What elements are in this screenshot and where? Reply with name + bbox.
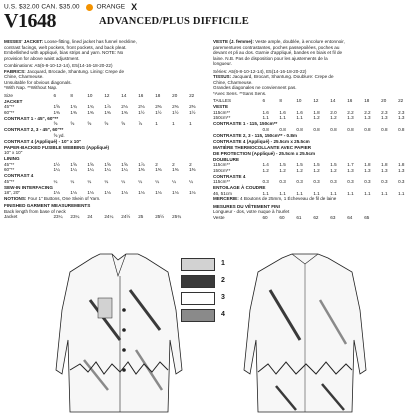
row-value: 1.2 bbox=[330, 115, 337, 120]
yardage-row bbox=[213, 127, 415, 133]
color-code-swatch bbox=[86, 4, 93, 11]
row-value: 0.8 bbox=[364, 126, 371, 132]
row-value: 0.8 bbox=[296, 126, 303, 132]
row-value: 1⅜ bbox=[138, 167, 145, 172]
row-value: 0.3 bbox=[279, 179, 286, 184]
row-value: 0.3 bbox=[364, 179, 371, 184]
row-value: 1⅛ bbox=[172, 190, 179, 195]
row-value: 1.5 bbox=[279, 162, 286, 167]
row-value: 1.2 bbox=[296, 167, 303, 173]
row-value: 1½ bbox=[155, 109, 162, 115]
yardage-row bbox=[213, 179, 415, 185]
description-bold: MISSES' JACKET: bbox=[4, 39, 44, 44]
row-value: ⅝ bbox=[53, 121, 58, 126]
pattern-number: V1648 bbox=[4, 10, 56, 32]
row-value: ¼ bbox=[53, 178, 58, 184]
row-value bbox=[87, 133, 104, 139]
row-value: 1⅛ bbox=[155, 190, 162, 195]
row-value: 1.1 bbox=[279, 115, 286, 120]
description-text: longueur. bbox=[213, 61, 232, 66]
row-value: 0.3 bbox=[296, 179, 303, 184]
row-value: 25¾ bbox=[172, 214, 182, 219]
row-value: 0.3 bbox=[381, 179, 388, 184]
row-value: 16 bbox=[347, 98, 353, 103]
row-value: 14 bbox=[121, 92, 127, 98]
description-bold: NOTIONS: bbox=[4, 195, 27, 201]
row-value: ⅝ bbox=[121, 121, 126, 126]
legend-number: 1 bbox=[221, 260, 225, 267]
row-value: 63 bbox=[330, 214, 336, 220]
row-value: ⅝ bbox=[70, 121, 75, 126]
legend-number: 4 bbox=[221, 311, 225, 318]
row-value: ¼ bbox=[70, 178, 75, 184]
row-label: TAILLES bbox=[213, 98, 232, 103]
row-value: 61 bbox=[296, 214, 302, 220]
color-code-label: ORANGE bbox=[96, 3, 126, 11]
row-value: 1.8 bbox=[313, 109, 320, 115]
row-value bbox=[121, 133, 138, 139]
row-value: 0.8 bbox=[262, 126, 269, 132]
legend-swatch-2 bbox=[181, 275, 215, 288]
section-title: ENTOILAGE À COUDRE bbox=[213, 185, 266, 190]
combinations-line: Combinations: A5(6-8-10-12-14), E5(14-16-18-20-22) bbox=[4, 63, 113, 68]
row-value: 60 bbox=[279, 214, 285, 220]
row-value: 1½ bbox=[172, 109, 179, 115]
finished-measurements-title: FINISHED GARMENT MEASUREMENTS bbox=[4, 203, 91, 208]
row-value: 1¼ bbox=[70, 167, 77, 172]
row-value: 1.1 bbox=[296, 115, 303, 120]
section-title: MATIÈRE THERMOCOLLANTE AVEC PAPIER bbox=[213, 144, 312, 150]
description-text: *With Nap. **Without Nap. bbox=[4, 85, 58, 90]
row-value: 60 bbox=[262, 214, 268, 220]
row-value: 1.3 bbox=[347, 115, 354, 120]
section-title: DOUBLURE bbox=[213, 156, 240, 162]
row-label: Size bbox=[4, 92, 13, 98]
description-text: Unsuitable for obvious diagonals. bbox=[4, 79, 72, 85]
description-text: Chine, Charmeuse. bbox=[213, 79, 253, 85]
row-value: 1.6 bbox=[262, 109, 269, 115]
description-text: Grandes diagonales ne conviennent pas. bbox=[213, 85, 297, 90]
row-value: ⅝ bbox=[87, 121, 92, 126]
row-value bbox=[87, 150, 104, 156]
row-value: 1¾ bbox=[87, 104, 94, 109]
row-value: 20 bbox=[381, 98, 387, 103]
row-label: 115cm** bbox=[213, 162, 231, 167]
row-value: 1.5 bbox=[330, 162, 337, 167]
row-value: 1.3 bbox=[347, 167, 354, 173]
row-value: 1⅜ bbox=[70, 109, 77, 115]
row-value: 1⅝ bbox=[87, 161, 94, 167]
row-value: 1¼ bbox=[87, 167, 94, 172]
row-value: 2 bbox=[155, 161, 158, 167]
finished-measurements-title: MESURES DU VÊTEMENT FINI bbox=[213, 203, 280, 209]
row-value: 0.8 bbox=[398, 126, 405, 132]
row-value: 2⅛ bbox=[138, 104, 145, 109]
section-title: CONTRAST 4 bbox=[4, 173, 34, 178]
row-value: 1.2 bbox=[330, 167, 337, 173]
row-value: 1 bbox=[155, 121, 158, 126]
yardage-row bbox=[4, 110, 206, 116]
row-value: 1⅛ bbox=[121, 190, 128, 195]
yardage-row bbox=[4, 133, 206, 139]
row-label: Veste bbox=[213, 214, 225, 220]
section-title: SEW-IN INTERFACING bbox=[4, 184, 53, 190]
row-value bbox=[172, 133, 189, 139]
row-value bbox=[398, 215, 415, 221]
row-label: 60"** bbox=[4, 109, 15, 115]
description-paragraph bbox=[4, 69, 206, 91]
row-value: 0.8 bbox=[279, 126, 286, 132]
row-label: 46, 51cm bbox=[213, 190, 232, 196]
row-value: 1.1 bbox=[279, 190, 286, 196]
section-title: DE PROTECTION (Appliqué) - 25.5cm x 25.5cm bbox=[213, 150, 316, 156]
row-value: 6 bbox=[53, 92, 57, 98]
row-value: ⅝ bbox=[104, 121, 109, 126]
row-value: 1⅝ bbox=[121, 161, 128, 167]
row-value: 1¼ bbox=[104, 167, 111, 172]
yardage-row bbox=[4, 179, 206, 185]
row-value: 10 bbox=[87, 92, 93, 98]
french-instructions-column bbox=[213, 39, 415, 220]
section-title: JACKET bbox=[4, 98, 23, 104]
row-value: 2.2 bbox=[347, 109, 354, 115]
row-value: 1⅛ bbox=[87, 190, 94, 195]
row-value: 1⅛ bbox=[138, 190, 145, 195]
section-title: LINING bbox=[4, 156, 20, 161]
row-value: 0.3 bbox=[313, 179, 320, 184]
row-value bbox=[70, 133, 87, 139]
row-label: 45"** bbox=[4, 104, 15, 109]
section-title: CONTRAST 1 - 45", 60"** bbox=[4, 115, 59, 121]
row-value: 2 bbox=[189, 161, 192, 167]
row-value: 1.8 bbox=[398, 162, 405, 167]
row-value: 1.3 bbox=[364, 167, 371, 173]
description-text: devant et pli au dos. Garnie d'appliqué, bandes en biais et fil de bbox=[213, 50, 343, 55]
pattern-header bbox=[0, 0, 416, 42]
row-label: 115cm** bbox=[213, 109, 231, 115]
row-value: 1⅜ bbox=[104, 109, 111, 115]
finished-measurement-row bbox=[213, 215, 415, 221]
finished-measurements-sub: Longueur - dos, votre nuque à l'ourlet bbox=[213, 209, 290, 214]
row-value: 1.1 bbox=[398, 190, 405, 196]
row-value: 1.1 bbox=[262, 190, 269, 196]
row-value: 1⅞ bbox=[104, 104, 111, 109]
yardage-row bbox=[4, 150, 206, 156]
row-value: 25½ bbox=[155, 214, 165, 219]
description-bold: FABRICS: bbox=[4, 68, 26, 74]
row-value: 2⅜ bbox=[155, 104, 162, 109]
row-value: 1.1 bbox=[347, 190, 354, 196]
row-value: 62 bbox=[313, 214, 319, 220]
description-paragraph bbox=[213, 74, 415, 96]
difficulty-x-mark: X bbox=[131, 2, 138, 12]
legend-number: 2 bbox=[221, 277, 225, 284]
row-value: 1.2 bbox=[313, 115, 320, 120]
row-value: 0.8 bbox=[347, 126, 354, 132]
section-title: VESTE bbox=[213, 104, 229, 109]
description-text: laine. N.B. Pas de disposition pour les ajustements de la bbox=[213, 55, 328, 61]
row-value: 18 bbox=[155, 92, 161, 98]
row-value: 1½ bbox=[138, 109, 145, 115]
description-text: provision for above waist adjustment. bbox=[4, 55, 80, 61]
row-value: ¼ bbox=[138, 178, 143, 184]
row-value: 14 bbox=[330, 98, 336, 103]
row-value: 1.6 bbox=[279, 109, 286, 115]
row-value: 1⅝ bbox=[104, 161, 111, 167]
row-value: ⅝ yd. bbox=[53, 132, 65, 138]
row-value: 22 bbox=[189, 92, 195, 98]
row-value: 1⅛ bbox=[104, 190, 111, 195]
row-value: 1⅜ bbox=[53, 109, 60, 115]
row-value bbox=[381, 215, 398, 221]
row-value: 1.4 bbox=[262, 162, 269, 167]
row-value: 1⅜ bbox=[189, 167, 196, 172]
legend-swatch-3 bbox=[181, 292, 215, 305]
combinations-line: Séries: A5(6-8-10-12-14), E5(14-16-18-20-22) bbox=[213, 68, 307, 74]
description-line bbox=[4, 85, 206, 91]
description-text: Jacquard, Brocart, Shantung. Doublure: Crepe de bbox=[231, 74, 334, 79]
row-label bbox=[4, 133, 53, 139]
description-text: Embellished with appliqué, bias strips and yarn. NOTE: No bbox=[4, 50, 124, 55]
row-value: 1.2 bbox=[279, 167, 286, 173]
row-value bbox=[104, 150, 121, 156]
row-value: 8 bbox=[279, 98, 282, 103]
row-value: 0.8 bbox=[330, 126, 337, 132]
row-value: 16 bbox=[138, 92, 144, 98]
row-value: 1⅜ bbox=[121, 109, 128, 115]
finished-measurements-sub: Back length from base of neck bbox=[4, 208, 66, 214]
description-paragraph bbox=[213, 39, 415, 67]
row-label: 150cm** bbox=[213, 115, 231, 120]
row-value: 23¼ bbox=[70, 214, 80, 219]
row-value: ¼ bbox=[104, 178, 109, 184]
description-line bbox=[213, 196, 415, 202]
row-label: Jacket bbox=[4, 214, 18, 219]
row-value bbox=[189, 150, 206, 156]
description-paragraph bbox=[4, 39, 206, 61]
row-value: 1.1 bbox=[296, 190, 303, 196]
row-value: 12 bbox=[313, 98, 319, 103]
row-value: 1 bbox=[189, 121, 192, 126]
row-value bbox=[172, 150, 189, 156]
section-title: CONTRASTE 2, 3 - 115, 150cm** - 0.8m bbox=[213, 132, 297, 138]
row-value: ¼ bbox=[155, 178, 160, 184]
row-value: 1.7 bbox=[347, 162, 354, 167]
legend-swatch-4 bbox=[181, 309, 215, 322]
row-value: 1⅛ bbox=[189, 190, 196, 195]
row-value: 1¾ bbox=[70, 104, 77, 109]
row-value: 8 bbox=[70, 92, 73, 98]
row-value: 1.3 bbox=[364, 115, 371, 120]
section-title: CONTRAST 4 (Appliqué) - 10" x 10" bbox=[4, 138, 82, 144]
row-value: 1⅜ bbox=[172, 167, 179, 172]
row-value: 0.3 bbox=[262, 179, 269, 184]
section-title: CONTRASTE 4 (Appliqué) - 25.5cm x 25.5cm bbox=[213, 138, 310, 144]
row-value: 12 bbox=[104, 92, 110, 98]
row-label: 150cm** bbox=[213, 167, 231, 173]
row-value: 0.3 bbox=[347, 179, 354, 184]
description-line bbox=[213, 61, 415, 67]
yardage-row bbox=[213, 115, 415, 121]
description-text: Veste ample, doublée, à encolure entonnoir, bbox=[253, 39, 345, 44]
row-value: ¼ bbox=[87, 178, 92, 184]
size-header-row bbox=[213, 98, 415, 104]
back-view-jacket bbox=[244, 254, 366, 412]
row-value: 1.3 bbox=[381, 115, 388, 120]
row-value: 2.0 bbox=[330, 109, 337, 115]
row-value: 2⅛ bbox=[121, 104, 128, 109]
description-text: Jacquard, Brocade, Shantung. Lining: Crepe de bbox=[25, 68, 125, 74]
legend-swatch-1 bbox=[181, 258, 215, 271]
yardage-row bbox=[4, 167, 206, 173]
difficulty-level: ADVANCED/PLUS DIFFICILE bbox=[99, 16, 249, 27]
row-value: ¼ bbox=[121, 178, 126, 184]
row-value: 1½ bbox=[53, 161, 60, 167]
row-value: 6 bbox=[262, 98, 266, 103]
yardage-row bbox=[213, 168, 415, 174]
english-instructions-column bbox=[4, 39, 206, 220]
row-value: 2⅜ bbox=[172, 104, 179, 109]
row-value: 25 bbox=[138, 214, 144, 219]
row-label: 10" x 10" bbox=[4, 150, 23, 155]
row-label: 45"** bbox=[4, 161, 15, 167]
row-value bbox=[189, 133, 206, 139]
description-line bbox=[213, 91, 415, 97]
row-value: 24½ bbox=[121, 214, 131, 219]
section-title: CONTRAST 2, 3 - 45", 60"** bbox=[4, 127, 64, 132]
row-value: 1⅞ bbox=[138, 161, 145, 167]
row-value bbox=[155, 133, 172, 139]
description-text: contrast facings, welt pockets, front pockets, and back pleat. bbox=[4, 44, 127, 50]
row-value bbox=[121, 150, 138, 156]
description-line bbox=[4, 196, 206, 202]
legend-number: 3 bbox=[221, 294, 225, 301]
row-value: 1 bbox=[172, 121, 175, 126]
row-value: 1.1 bbox=[262, 115, 269, 120]
row-label bbox=[4, 121, 53, 127]
description-text: Chine, Charmeuse. bbox=[4, 74, 44, 79]
row-value: ⅞ bbox=[138, 121, 143, 126]
yardage-row bbox=[4, 121, 206, 127]
row-value: 2.3 bbox=[398, 109, 405, 115]
row-value: 20 bbox=[172, 92, 178, 98]
description-bold: TISSUS: bbox=[213, 74, 232, 79]
row-value: ¼ bbox=[189, 178, 193, 184]
row-value bbox=[155, 150, 172, 156]
row-value: 2 bbox=[172, 161, 175, 167]
row-value: ¼ bbox=[172, 178, 176, 184]
row-value: 1⅝ bbox=[53, 104, 60, 109]
row-value: 1⅛ bbox=[53, 190, 60, 195]
row-label: 45"** bbox=[4, 178, 15, 184]
description-text: Loose-fitting, lined jacket has funnel neckline, bbox=[43, 39, 137, 44]
description-paragraph bbox=[4, 196, 206, 202]
row-value bbox=[138, 133, 155, 139]
row-value: 0.3 bbox=[398, 179, 405, 184]
description-paragraph bbox=[213, 196, 415, 202]
row-value: 1¼ bbox=[121, 167, 128, 172]
row-value: 1.5 bbox=[313, 162, 320, 167]
price-text: U.S. $32.00 CAN. $35.00 bbox=[4, 3, 80, 11]
finished-measurement-row bbox=[4, 214, 206, 220]
description-bold: MERCERIE: bbox=[213, 196, 239, 201]
section-title: PAPER-BACKED FUSIBLE WEBBING (Appliqué) bbox=[4, 144, 110, 150]
section-title: CONTRASTE 4 bbox=[213, 173, 246, 179]
row-value: 1.2 bbox=[313, 167, 320, 173]
row-label: 60"** bbox=[4, 167, 15, 172]
row-label bbox=[213, 127, 262, 133]
row-value: 65 bbox=[364, 214, 370, 220]
row-value bbox=[189, 214, 206, 220]
row-value bbox=[138, 150, 155, 156]
row-value: 1.8 bbox=[364, 162, 371, 167]
row-value: 1.3 bbox=[398, 167, 405, 173]
row-value: 24 bbox=[87, 214, 93, 219]
description-text: parementures contrastantes, poches passepoilées, poches au bbox=[213, 44, 340, 50]
description-bold: VESTE (J. femme): bbox=[213, 39, 254, 44]
row-value: 1.1 bbox=[381, 190, 388, 196]
description-text: Four 1" Buttons, One Skein of Yarn. bbox=[26, 195, 101, 201]
front-view-jacket bbox=[56, 254, 182, 412]
row-value: 22 bbox=[398, 98, 404, 103]
row-value: 64 bbox=[347, 214, 353, 220]
row-value: 2.3 bbox=[381, 109, 388, 115]
row-value: 1.2 bbox=[262, 167, 269, 173]
row-value: 1⅛ bbox=[70, 190, 77, 195]
row-value: 1.1 bbox=[364, 190, 371, 196]
description-text: *Avec Sens. **Sans Sens. bbox=[213, 90, 267, 96]
row-value: 0.8 bbox=[313, 126, 320, 132]
row-value: 1¼ bbox=[53, 167, 60, 172]
section-title: CONTRASTE 1 - 115, 150cm** bbox=[213, 121, 278, 126]
description-text: 4 Boutons de 25mm, 1 Écheveau de fil de laine bbox=[238, 196, 337, 201]
description-line bbox=[4, 56, 206, 62]
row-value: 1⅜ bbox=[87, 109, 94, 115]
row-value: 1.3 bbox=[381, 167, 388, 173]
row-value bbox=[104, 133, 121, 139]
row-value: 1.6 bbox=[296, 109, 303, 115]
row-value: 1.1 bbox=[330, 190, 337, 196]
row-value: 18 bbox=[364, 98, 370, 103]
row-value: 2⅜ bbox=[189, 104, 196, 109]
row-value bbox=[53, 150, 70, 156]
row-value: 23¼ bbox=[53, 214, 63, 219]
row-value: 2.2 bbox=[364, 109, 371, 115]
row-value: 1½ bbox=[189, 109, 196, 115]
row-value: 1.3 bbox=[398, 115, 405, 120]
row-value: 0.8 bbox=[381, 126, 388, 132]
row-value: 0.3 bbox=[330, 179, 337, 184]
row-value bbox=[70, 150, 87, 156]
row-value: 1⅜ bbox=[155, 167, 162, 172]
row-value: 1⅝ bbox=[70, 161, 77, 167]
row-value: 10 bbox=[296, 98, 302, 103]
row-value: 1.5 bbox=[296, 162, 303, 167]
row-label: 18", 20" bbox=[4, 190, 21, 195]
row-value: 1.8 bbox=[381, 162, 388, 167]
row-value: 1.1 bbox=[313, 190, 320, 196]
size-header-row bbox=[4, 93, 206, 99]
row-value: 24¼ bbox=[104, 214, 114, 219]
row-label: 115cm** bbox=[213, 179, 231, 184]
